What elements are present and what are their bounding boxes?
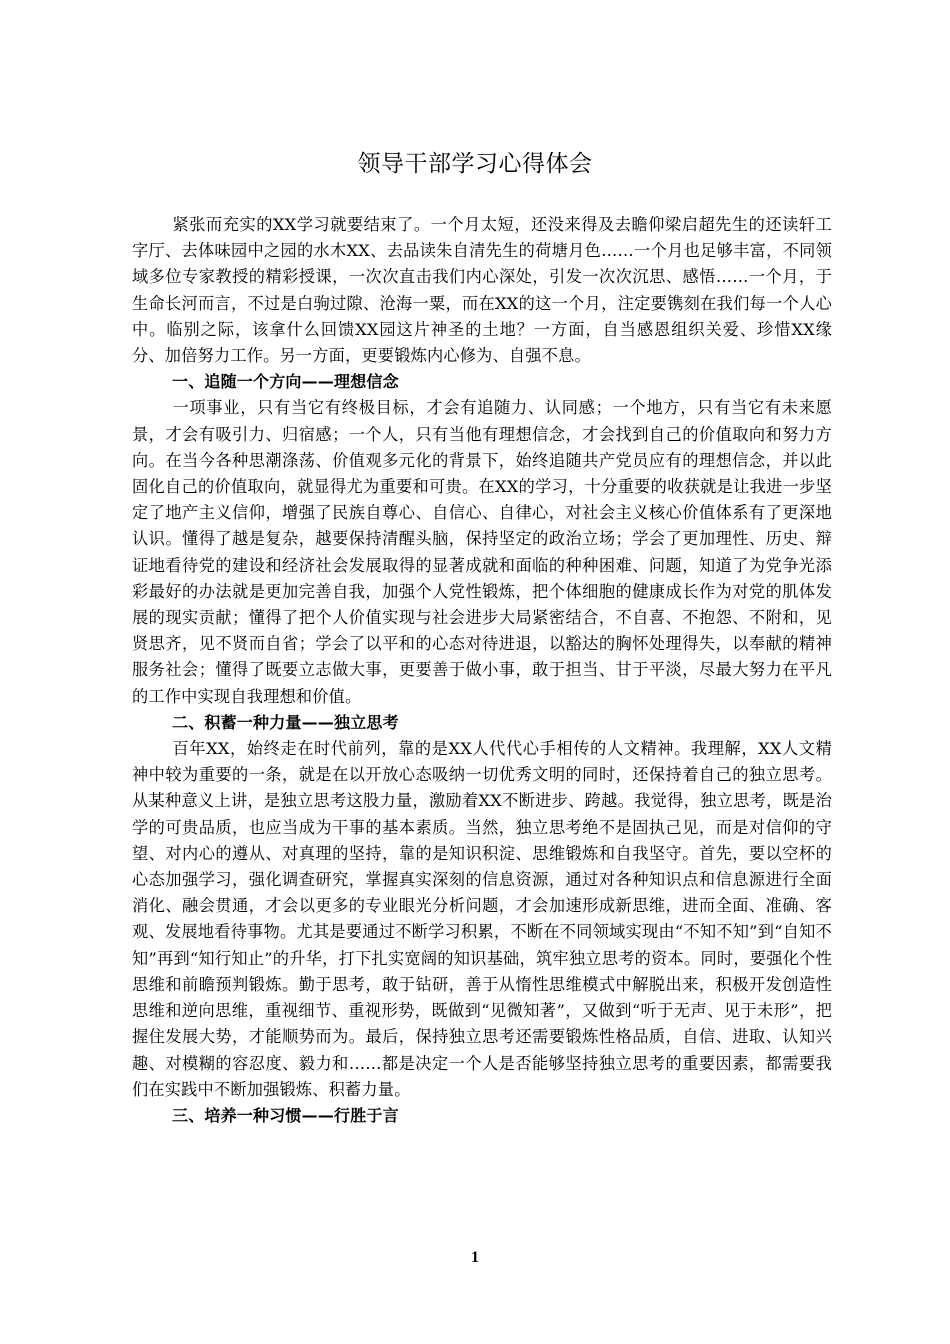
section-paragraph-2: 百年XX，始终走在时代前列，靠的是XX人代代心手相传的人文精神。我理解，XX人文精神中较为重要的一条，就是在以开放心态吸纳一切优秀文明的同时，还保持着自己的独立思考。从某种意义上讲，是独立思考这股力量，激励着XX不断进步、跨越。我觉得，独立思考，既是治学的可贵品质，也应当成为干事的基本素质。当然，独立思考绝不是固执己见，而是对信仰的守望、对内心的遵从、对真理的坚持，靠的是知识积淀、思维锻炼和自我坚守。首先，要以空杯的心态加强学习，强化调查研究，掌握真实深刻的信息资源，通过对各种知识点和信息源进行全面消化、融会贯通，才会以更多的专业眼光分析问题，才会加速形成新思维，进而全面、准确、客观、发展地看待事物。尤其是要通过不断学习积累，不断在不同领域实现由“不知不知”到“自知不知”再到“知行知止”的升华，打下扎实宽阔的知识基础，筑牢独立思考的资本。同时，要强化个性思维和前瞻预判锻炼。勤于思考，敢于钻研，善于从惰性思维模式中解脱出来，积极开发创造性思维和逆向思维，重视细节、重视形势，既做到“见微知著”，又做到“听于无声、见于未形”，把握住发展大势，才能顺势而为。最后，保持独立思考还需要锻炼性格品质，自信、进取、认知兴趣、对模糊的容忍度、毅力和……都是决定一个人是否能够坚持独立思考的重要因素，都需要我们在实践中不断加强锻炼、积蓄力量。 bbox=[132, 739, 832, 1099]
document-body bbox=[132, 212, 832, 1129]
document-title: 领导干部学习心得体会 bbox=[357, 151, 593, 177]
section-heading-1: 一、追随一个方向——理想信念 bbox=[172, 372, 399, 392]
intro-paragraph: 紧张而充实的XX学习就要结束了。一个月太短，还没来得及去瞻仰梁启超先生的还读轩工字厅、去体味园中之园的水木XX、去品读朱自清先生的荷塘月色……一个月也足够丰富，不同领域多位专家教授的精彩授课，一次次直击我们内心深处，引发一次次沉思、感悟……一个月，于生命长河而言，不过是白驹过隙、沧海一粟，而在XX的这一个月，注定要镌刻在我们每一个人心中。临别之际，该拿什么回馈XX园这片神圣的土地？一方面，自当感恩组织关爱、珍惜XX缘分、加倍努力工作。另一方面，更要锻炼内心修为、自强不息。 bbox=[132, 215, 832, 366]
section-heading-2: 二、积蓄一种力量——独立思考 bbox=[172, 712, 399, 732]
page-number: 1 bbox=[471, 1249, 479, 1266]
section-heading-3: 三、培养一种习惯——行胜于言 bbox=[172, 1105, 399, 1125]
section-paragraph-1: 一项事业，只有当它有终极目标，才会有追随力、认同感；一个地方，只有当它有未来愿景，才会有吸引力、归宿感；一个人，只有当他有理想信念，才会找到自己的价值取向和努力方向。在当今各种思潮涤荡、价值观多元化的背景下，始终追随共产党员应有的理想信念，并以此固化自己的价值取向，就显得尤为重要和可贵。在XX的学习，十分重要的收获就是让我进一步坚定了地产主义信仰，增强了民族自尊心、自信心、自律心，对社会主义核心价值体系有了更深地认识。懂得了越是复杂，越要保持清醒头脑，保持坚定的政治立场；学会了更加理性、历史、辩证地看待党的建设和经济社会发展取得的显著成就和面临的种种困难、问题，知道了为党争光添彩最好的办法就是更加完善自我，加强个人党性锻炼，把个体细胞的健康成长作为对党的肌体发展的现实贡献；懂得了把个人价值实现与社会进步大局紧密结合，不自喜、不抱怨、不附和，见贤思齐，见不贤而自省；学会了以平和的心态对待进退，以豁达的胸怀处理得失，以奉献的精神服务社会；懂得了既要立志做大事，更要善于做小事，敢于担当、甘于平淡，尽最大努力在平凡的工作中实现自我理想和价值。 bbox=[132, 398, 832, 706]
